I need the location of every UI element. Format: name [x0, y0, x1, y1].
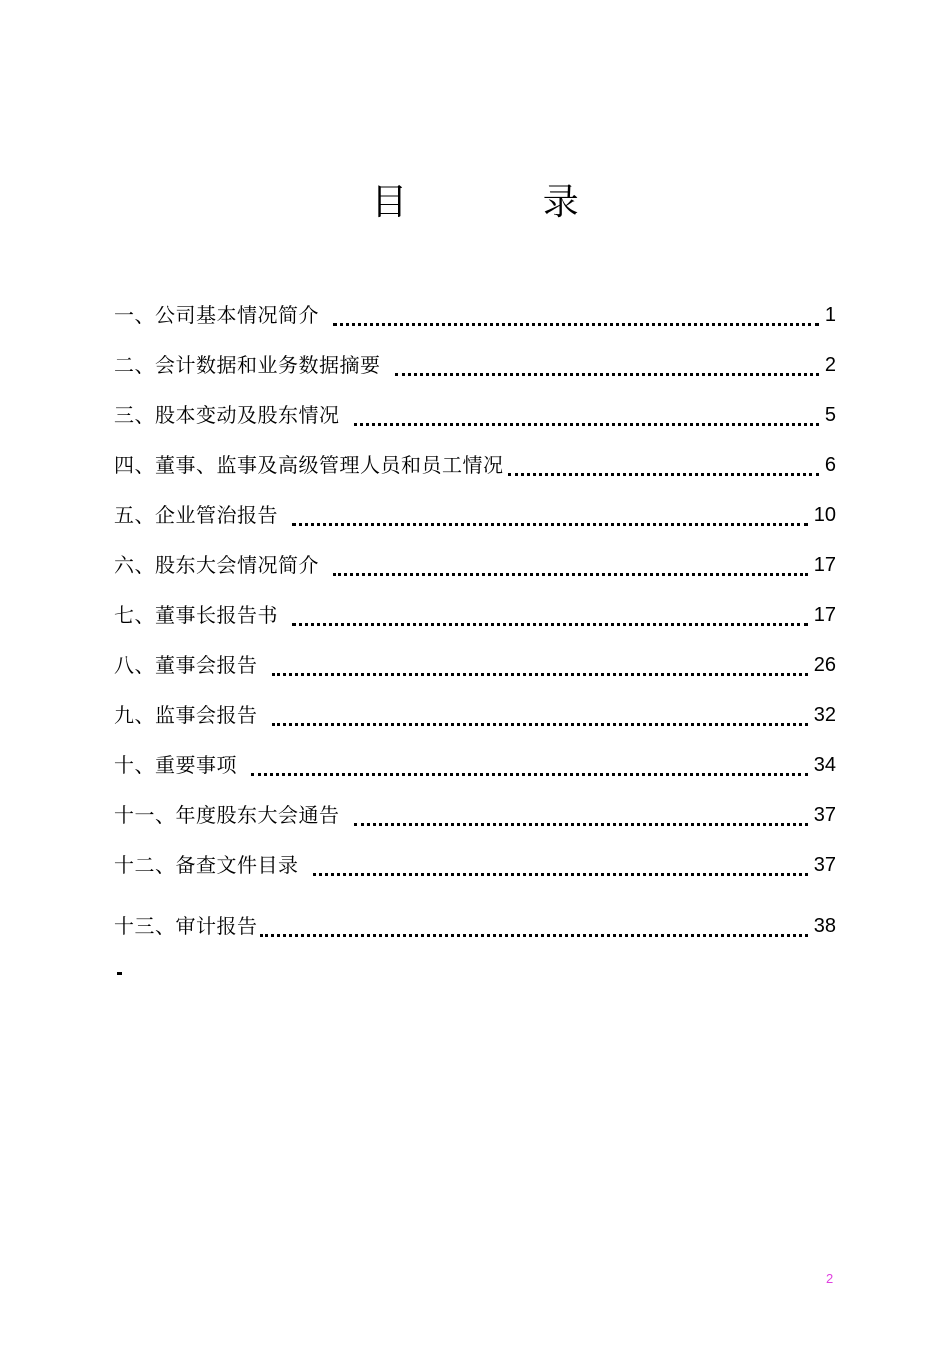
toc-entry-label: 五、企业管治报告 [114, 503, 278, 527]
toc-dot-leader [395, 373, 819, 376]
toc-entry-page: 17 [813, 604, 836, 626]
toc-dot-leader [272, 723, 808, 726]
toc-dot-leader [260, 934, 808, 937]
toc-dot-leader [292, 523, 808, 526]
toc-entry-page: 37 [813, 804, 836, 826]
toc-entry[interactable] [114, 435, 836, 485]
toc-entry-page: 38 [813, 915, 836, 937]
toc-entry-label: 四、董事、监事及高级管理人员和员工情况 [114, 453, 504, 477]
toc-dot-leader [333, 323, 819, 326]
toc-entry-label: 十三、审计报告 [114, 914, 258, 938]
toc-entry-label: 六、股东大会情况简介 [114, 553, 319, 577]
toc-entry[interactable] [114, 635, 836, 685]
stray-dash-mark [117, 972, 122, 975]
toc-dot-leader [508, 473, 819, 476]
toc-entry-label: 九、监事会报告 [114, 703, 258, 727]
toc-entry-page: 2 [824, 354, 836, 376]
toc-dot-leader [272, 673, 808, 676]
toc-entry-page: 5 [824, 404, 836, 426]
toc-entry[interactable] [114, 335, 836, 385]
toc-title: 目 录 [371, 182, 641, 223]
toc-entry[interactable] [114, 835, 836, 885]
toc-entry-page: 17 [813, 554, 836, 576]
table-of-contents [114, 285, 836, 946]
toc-entry[interactable] [114, 785, 836, 835]
toc-entry-label: 二、会计数据和业务数据摘要 [114, 353, 381, 377]
toc-dot-leader [333, 573, 808, 576]
toc-entry-label: 十二、备查文件目录 [114, 853, 299, 877]
toc-entry-label: 七、董事长报告书 [114, 603, 278, 627]
toc-entry-label: 三、股本变动及股东情况 [114, 403, 340, 427]
toc-dot-leader [251, 773, 808, 776]
toc-entry[interactable] [114, 735, 836, 785]
toc-entry[interactable] [114, 585, 836, 635]
toc-entry-page: 6 [824, 454, 836, 476]
toc-entry-page: 37 [813, 854, 836, 876]
toc-dot-leader [313, 873, 808, 876]
toc-entry-page: 32 [813, 704, 836, 726]
toc-dot-leader [354, 423, 819, 426]
toc-entry-page: 34 [813, 754, 836, 776]
toc-entry[interactable] [114, 685, 836, 735]
toc-entry-label: 一、公司基本情况简介 [114, 303, 319, 327]
toc-entry[interactable] [114, 485, 836, 535]
toc-entry-label: 十、重要事项 [114, 753, 237, 777]
toc-entry[interactable] [114, 535, 836, 585]
toc-entry[interactable] [114, 385, 836, 435]
toc-entry[interactable] [114, 896, 836, 946]
toc-dot-leader [292, 623, 808, 626]
toc-entry-label: 十一、年度股东大会通告 [114, 803, 340, 827]
toc-entry-page: 1 [824, 304, 836, 326]
page-number: 2 [826, 1271, 834, 1286]
toc-dot-leader [354, 823, 808, 826]
toc-entry[interactable] [114, 285, 836, 335]
toc-entry-page: 10 [813, 504, 836, 526]
toc-entry-page: 26 [813, 654, 836, 676]
toc-entry-label: 八、董事会报告 [114, 653, 258, 677]
